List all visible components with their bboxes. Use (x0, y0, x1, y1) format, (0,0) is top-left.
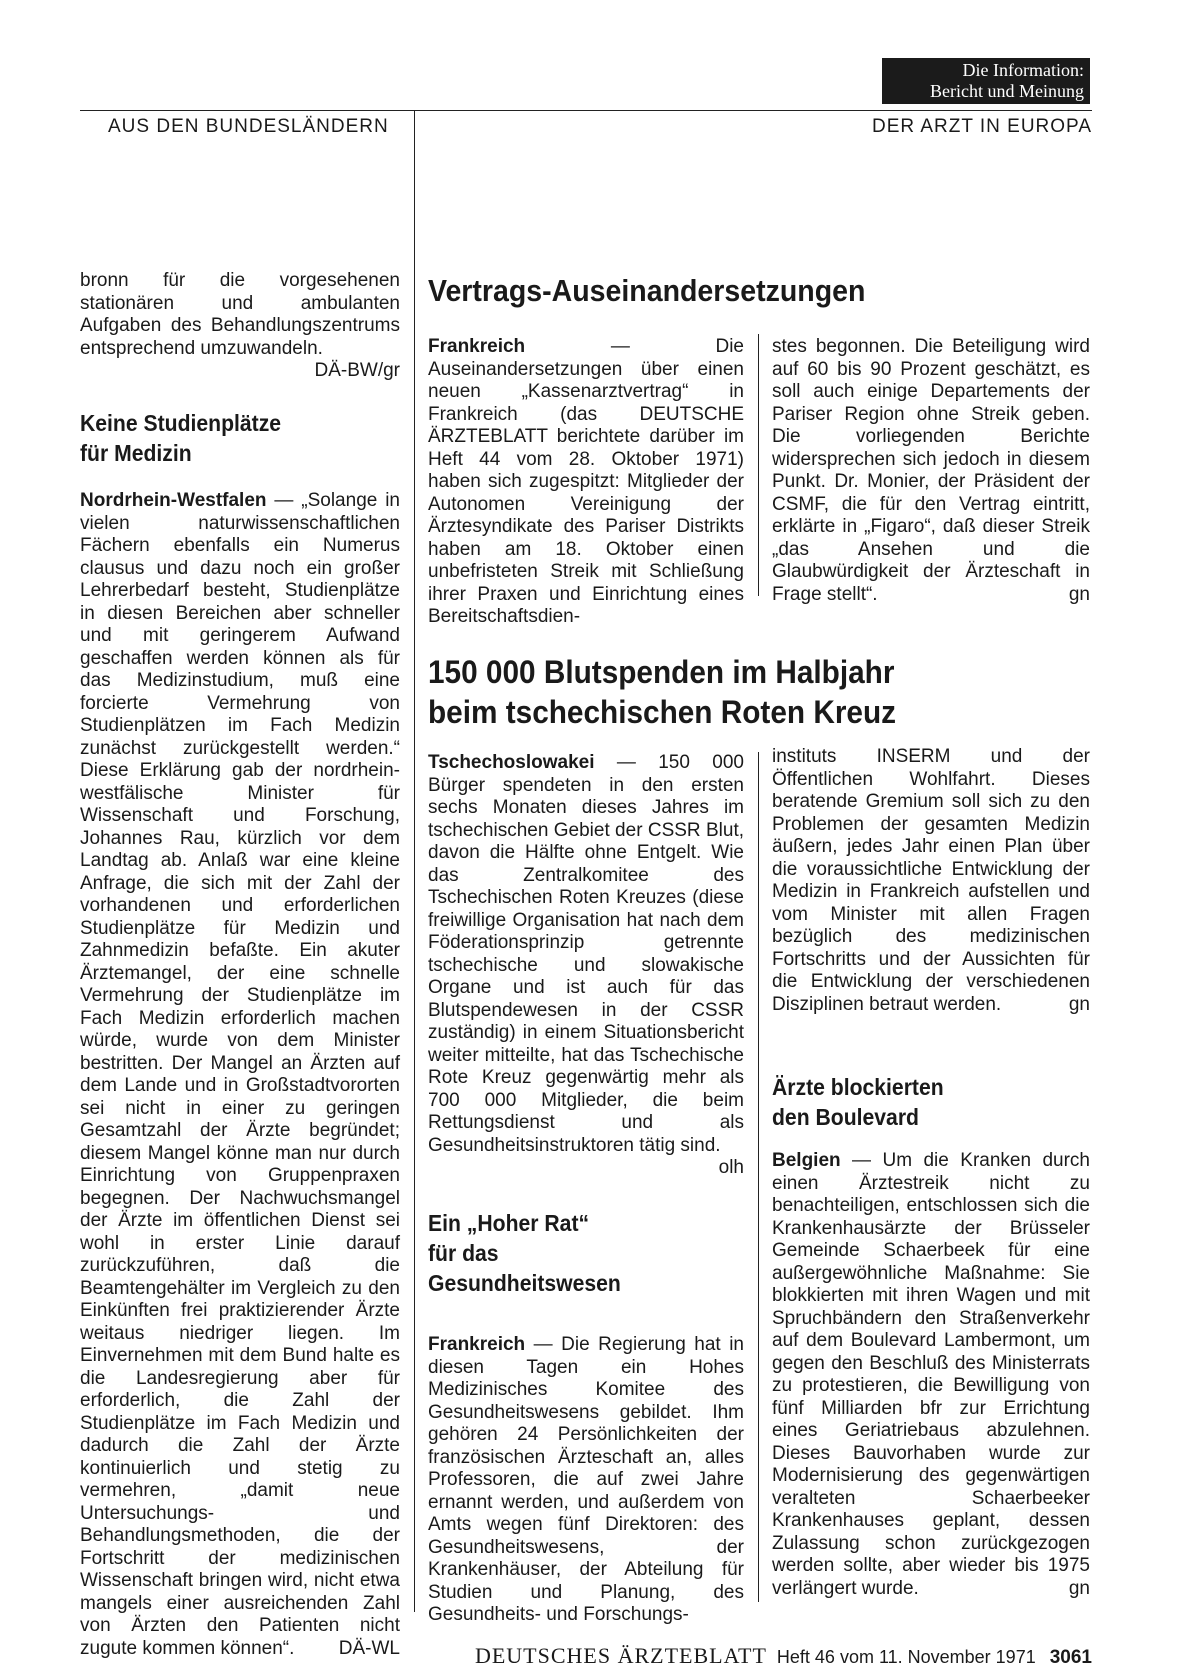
article-lead: Nordrhein-Westfalen (80, 490, 267, 511)
article-signature: gn (1068, 993, 1090, 1015)
article-text: — Um die Kranken durch einen Ärztestreik nicht zu benachteiligen, entschlossen sich die Krankenhausärzte der Brüsseler Gemeinde Schaerbeek für eine außergewöhnliche Maßnahme: Sie blokkierten mit ihren Wagen und mit Spruchbändern den Straßenverkehr auf dem Boulevard Lambermont, um gegen den Beschluß des Ministerrats zu protestieren, die Bewilligung von fünf Milliarden bfr zur Errichtung eines Geriatriebaus abzulehnen. Dieses Bauvorhaben wurde zur Modernisierung des gegenwärtigen veralteten Schaerbeeker Krankenhauses geplant, dessen Zulassung schon zurückgezogen werden sollte, aber wieder bis 1975 verlängert wurde. (772, 1150, 1090, 1599)
article-lead: Belgien (772, 1150, 841, 1171)
left-column-divider (414, 212, 415, 1612)
headline-line: für das (428, 1240, 499, 1266)
headline-line: Ärzte blockierten (772, 1074, 944, 1100)
masthead-line-1: Die Information: (962, 60, 1084, 80)
masthead-line-2: Bericht und Meinung (930, 81, 1084, 101)
continuation-text: bronn für die vorgesehenen stationären und ambulanten Aufgaben des Behandlungszentrums entsprechend umzuwandeln. (80, 270, 400, 359)
article-studienplaetze (80, 490, 400, 1660)
hoher-rat-column-2 (772, 746, 1090, 1016)
page-number: 3061 (1049, 1647, 1092, 1668)
lower-column-divider (758, 752, 759, 1602)
headline-line: beim tschechischen Roten Kreuz (428, 694, 897, 730)
headline-line: 150 000 Blutspenden im Halbjahr (428, 654, 895, 690)
article-text: — „Solange in vielen naturwissenschaftlichen Fächern ebenfalls ein Numerus clausus und dazu noch ein großer Lehrerbedarf besteht, Studienplätze in diesen Bereichen aber schneller und mit geringerem Aufwand geschaffen werden können als für das Medizinstudium, muß eine forcierte Vermehrung von Studienplätzen im Fach Medizin zunächst zurückgestellt werden.“ Diese Erklärung gab der nordrhein-westfälische Minister für Wissenschaft und Forschung, Johannes Rau, kürzlich vor dem Landtag ab. Anlaß war eine kleine Anfrage, die sich mit der Zahl der vorhandenen und erforderlichen Studienplätze für Medizin und Zahnmedizin befaßte. Ein akuter Ärztemangel, der eine schnelle Vermehrung der Studienplätze im Fach Medizin erforderlich machen würde, wurde von dem Minister bestritten. Der Mangel an Ärzten auf dem Lande und in Großstadtvororten sei nicht in einer zu geringen Gesamtzahl der Ärzte begründet; diesem Mangel könne man nur durch Einrichtung von Gruppenpraxen begegnen. Der Nachwuchsmangel der Ärzte im öffentlichen Dienst sei wohl in erster Linie darauf zurückzuführen, daß die Beamtengehälter im Vergleich zu den Einkünften frei praktizierender Ärzte weitaus niedriger liegen. Im Einvernehmen mit dem Bund halte es die Landesregierung aber für erforderlich, die Zahl der Studienplätze im Fach Medizin und dadurch die Zahl der Ärzte kontinuierlich und stetig zu vermehren, „damit neue Untersuchungs- und Behandlungsmethoden, die der Fortschritt der medizinischen Wissenschaft bringen wird, nicht etwa mangels einer ausreichenden Zahl von Ärzten den Patienten nicht zugute kommen können“. (80, 490, 400, 1659)
article-signature: gn (1068, 583, 1090, 605)
article-boulevard (772, 1150, 1090, 1600)
article-text: instituts INSERM und der Öffentlichen Wohlfahrt. Dieses beratende Gremium soll sich zu den Problemen der gesamten Medizin äußern, jedes Jahr einen Plan über die voraussichtliche Entwicklung der Medizin in Frankreich aufstellen und vom Minister mit allen Fragen bezüglich des medizinischen Fortschritts und der Aussichten für die Entwicklung der verschiedenen Disziplinen betraut werden. (772, 746, 1090, 1015)
header-rule (80, 110, 1092, 111)
article-blutspenden (428, 752, 744, 1180)
section-title-right: DER ARZT IN EUROPA (872, 116, 1092, 137)
headline-line: Ein „Hoher Rat“ (428, 1210, 590, 1236)
vertrag-column-2 (772, 336, 1090, 606)
article-lead: Tschechoslowakei (428, 752, 595, 773)
headline-vertrag: Vertrags-Auseinandersetzungen (428, 273, 866, 308)
headline-hoher-rat (428, 1208, 722, 1298)
continuation-signature: DÄ-BW/gr (314, 360, 400, 381)
article-lead: Frankreich (428, 1334, 526, 1355)
continuation-paragraph (80, 270, 400, 383)
headline-boulevard (772, 1072, 1066, 1132)
article-lead: Frankreich (428, 336, 526, 357)
section-title-left: AUS DEN BUNDESLÄNDERN (108, 116, 389, 137)
article-text: — 150 000 Bürger spendeten in den ersten sechs Monaten dieses Jahres im tschechischen Gebiet der CSSR Blut, davon die Hälfte ohne Entgelt. Wie das Zentralkomitee des Tschechischen Roten Kreuzes (diese freiwillige Organisation hat nach dem Föderationsprinzip getrennte tschechische und slowakische Organe und ist auch für das Blutspendewesen in der CSSR zuständig) in einem Situationsbericht weiter mitteilte, hat das Tschechische Rote Kreuz gegenwärtig mehr als 700 000 Mitglieder, die beim Rettungsdienst und als Gesundheitsinstruktoren tätig sind. (428, 752, 744, 1156)
article-text: — Die Auseinandersetzungen über einen neuen „Kassenarztvertrag“ in Frankreich (das DEUTSCHE ÄRZTEBLATT berichtete darüber im Heft 44 vom 28. Oktober 1971) haben sich zugespitzt: Mitglieder der Autonomen Vereinigung der Ärztesyndikate des Pariser Distrikts haben am 18. Oktober einen unbefristeten Streik mit Schließung ihrer Praxen und Einrichtung eines Bereitschaftsdien- (428, 336, 744, 627)
article-signature: gn (1068, 1577, 1090, 1599)
hoher-rat-column-1 (428, 1334, 744, 1627)
issue-info: Heft 46 vom 11. November 1971 (776, 1647, 1036, 1667)
headline-line: für Medizin (80, 440, 192, 466)
vertrag-column-1 (428, 336, 744, 629)
masthead-label (882, 58, 1090, 104)
article-signature: DÄ-WL (338, 1637, 400, 1659)
vertrag-column-divider (758, 334, 759, 596)
headline-blutspenden (428, 652, 896, 732)
headline-line: Keine Studienplätze (80, 410, 282, 436)
headline-line: Gesundheitswesen (428, 1270, 621, 1296)
article-text: stes begonnen. Die Beteiligung wird auf 60 bis 90 Prozent geschätzt, es soll auch einige Departements der Pariser Region ohne Streik geben. Die vorliegenden Berichte widersprechen sich jedoch in diesem Punkt. Dr. Monier, der Präsident der CSMF, die für den Vertrag eintritt, erklärte in „Figaro“, daß dieser Streik „das Ansehen und die Glaubwürdigkeit der Ärzteschaft in Frage stellt“. (772, 336, 1090, 605)
headline-studienplaetze (80, 408, 384, 468)
article-text: — Die Regierung hat in diesen Tagen ein Hohes Medizinisches Komitee des Gesundheitswesens gebildet. Ihm gehören 24 Persönlichkeiten der französischen Ärzteschaft an, alles Professoren, die auf zwei Jahre ernannt werden, und außerdem von Amts wegen fünf Direktoren: des Gesundheitswesens, der Krankenhäuser, der Abteilung für Studien und Planung, des Gesundheits- und Forschungs- (428, 1334, 744, 1625)
headline-line: den Boulevard (772, 1104, 919, 1130)
page-footer (420, 1643, 1092, 1669)
publication-name: DEUTSCHES ÄRZTEBLATT (474, 1643, 767, 1668)
article-signature: olh (718, 1157, 744, 1178)
header-column-divider (414, 110, 415, 212)
